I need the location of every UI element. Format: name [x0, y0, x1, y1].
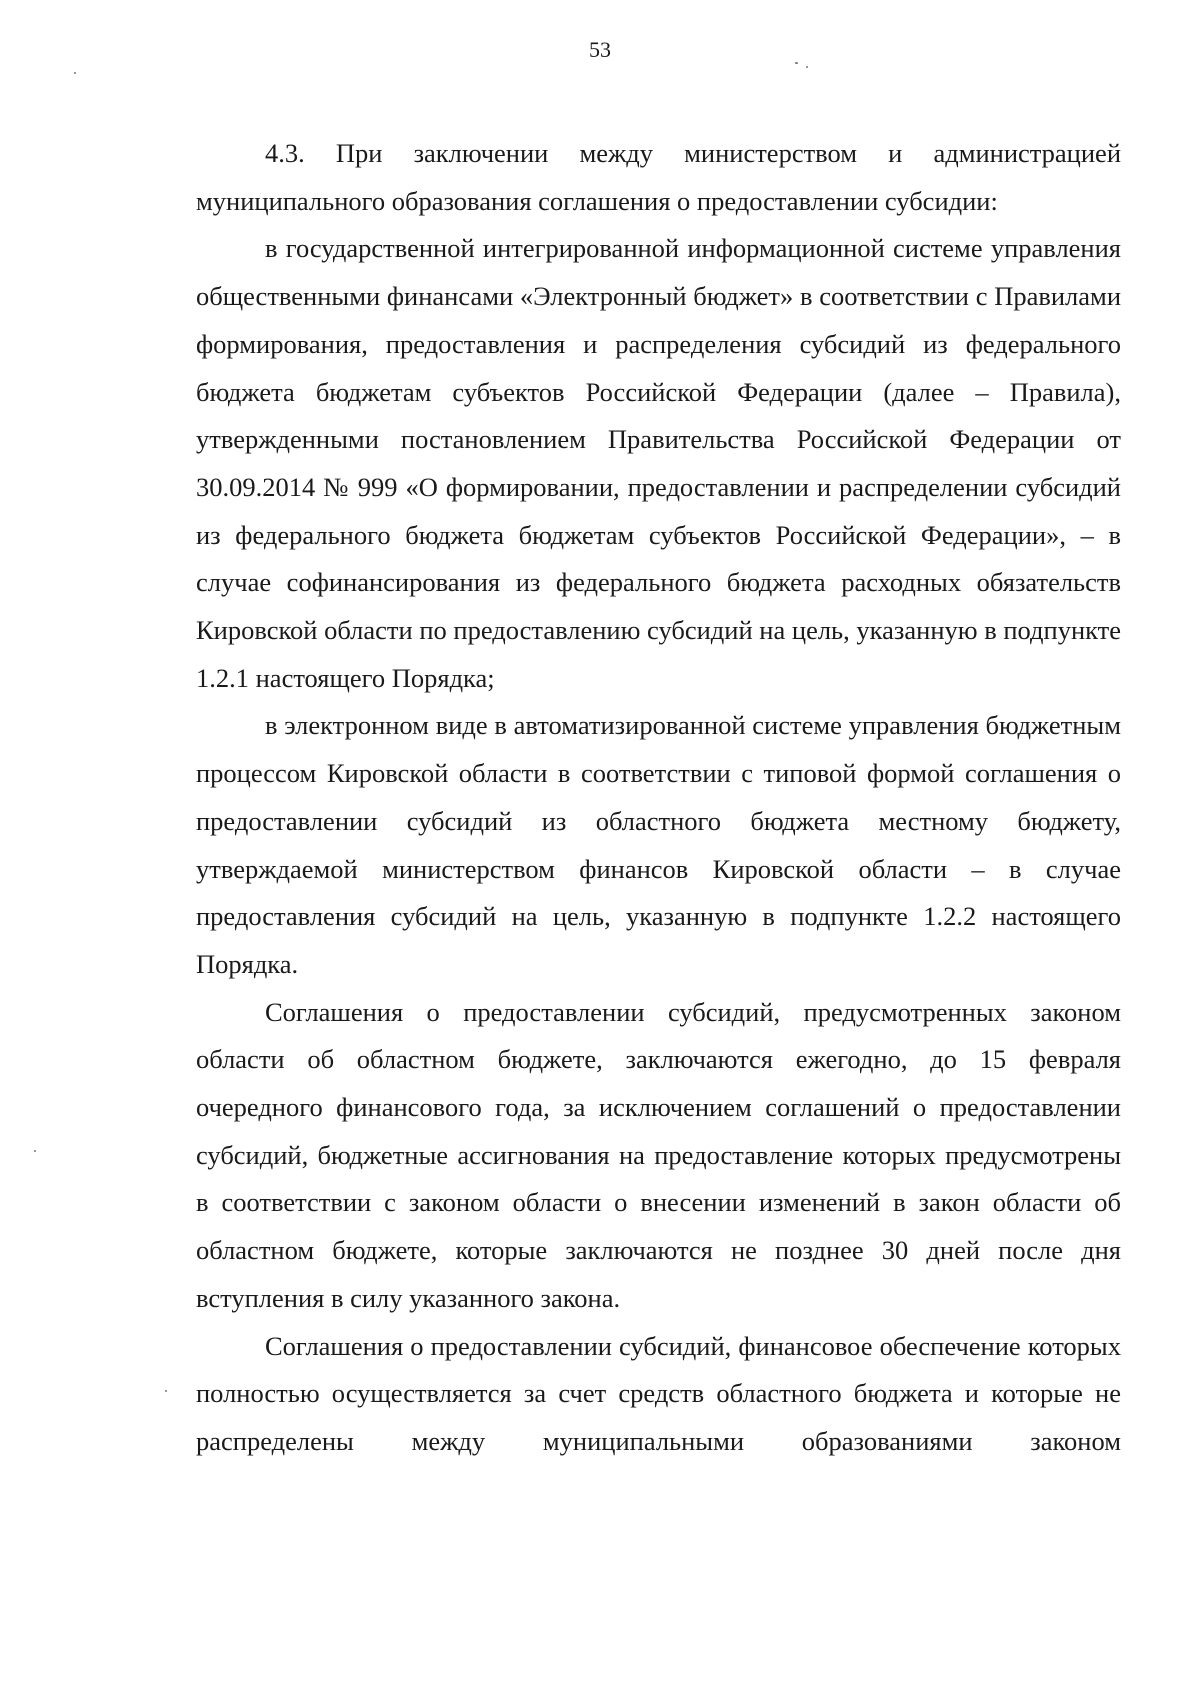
paragraph-electronic-budget: в государственной интегрированной информационной системе управления общественными финансами «Электронный бюджет» в соответствии с Правилами формирования, предоставления и распределения субсидий из федерального бюджета бюджетам субъектов Российской Федерации (далее – Правила), утвержденными постановлением Правительства Российской Федерации от 30.09.2014 № 999 «О формировании, предоставлении и распределении субсидий из федерального бюджета бюджетам субъектов Российской Федерации», – в случае софинансирования из федерального бюджета расходных обязательств Кировской области по предоставлению субсидий на цель, указанную в подпункте 1.2.1 настоящего Порядка; [196, 233, 1121, 693]
scan-speck [795, 62, 798, 64]
scan-speck [34, 1150, 36, 1152]
paragraph-agreements-financing: Соглашения о предоставлении субсидий, финансовое обеспечение которых полностью осуществляется за счет средств областного бюджета и которые не распределены между муниципальными образованиями законом [196, 1330, 1121, 1456]
paragraph-4-3: 4.3. При заключении между министерством и администрацией муниципального образования соглашения о предоставлении субсидии: [196, 138, 1121, 216]
scan-speck [74, 72, 76, 74]
page-number: 53 [589, 37, 611, 62]
scan-speck [806, 66, 808, 68]
paragraph-automated-system: в электронном виде в автоматизированной системе управления бюджетным процессом Кировской области в соответствии с типовой формой соглашения о предоставлении субсидий из областного бюджета местному бюджету, утверждаемой министерством финансов Кировской области – в случае предоставления субсидий на цель, указанную в подпункте 1.2.2 настоящего Порядка. [196, 710, 1121, 979]
paragraph-agreements-deadline: Соглашения о предоставлении субсидий, предусмотренных законом области об областном бюджете, заключаются ежегодно, до 15 февраля очередного финансового года, за исключением соглашений о предоставлении субсидий, бюджетные ассигнования на предоставление которых предусмотрены в соответствии с законом области о внесении изменений в закон области об областном бюджете, которые заключаются не позднее 30 дней после дня вступления в силу указанного закона. [196, 996, 1121, 1313]
document-body [196, 130, 1121, 1466]
scan-speck [165, 1390, 167, 1392]
